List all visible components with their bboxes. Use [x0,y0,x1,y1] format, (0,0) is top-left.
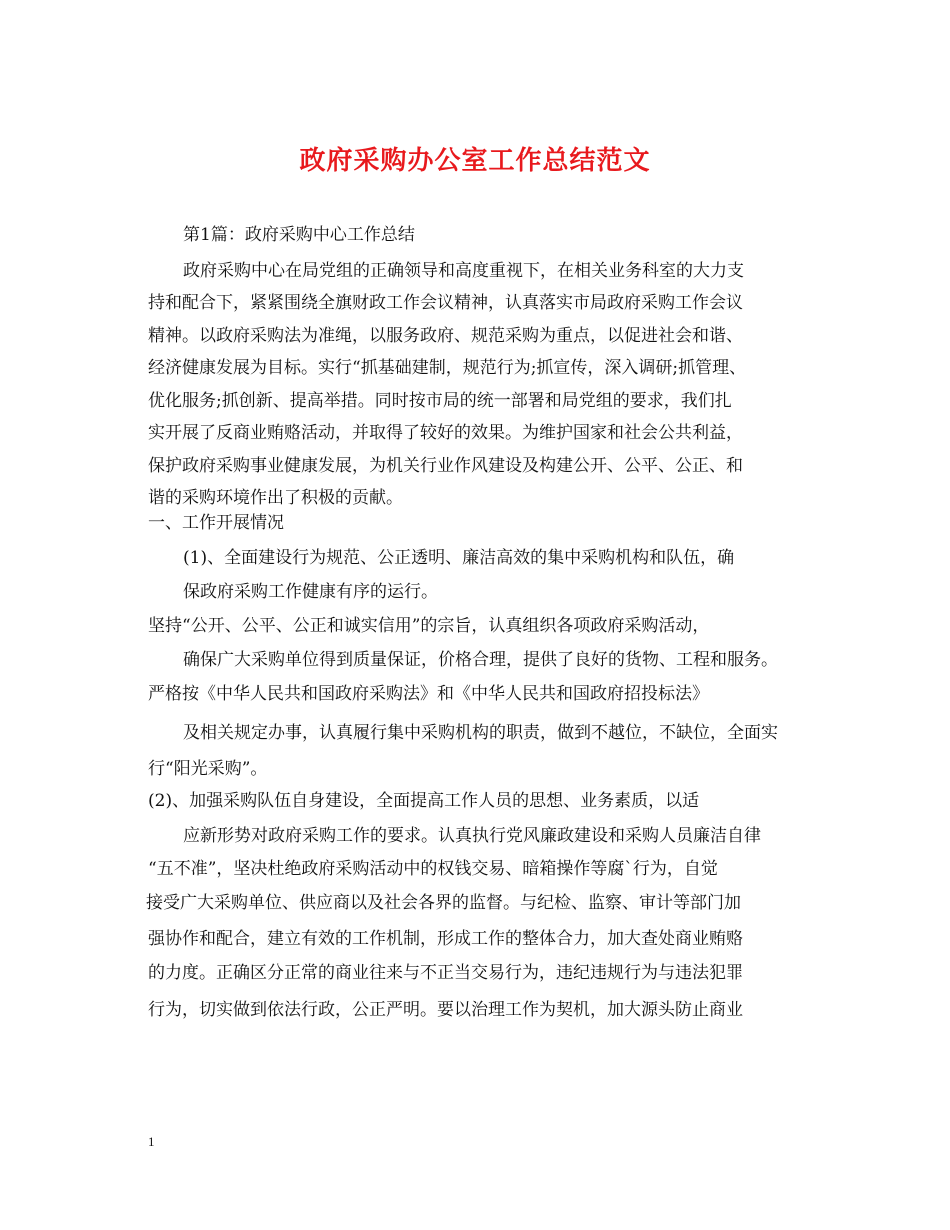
body-line: 的力度。正确区分正常的商业往来与不正当交易行为，违纪违规行为与违法犯罪 [148,963,743,983]
body-line: 谐的采购环境作出了积极的贡献。 [148,488,403,508]
body-line: 优化服务;抓创新、提高举措。同时按市局的统一部署和局党组的要求，我们扎 [148,391,732,411]
body-line: 强协作和配合，建立有效的工作机制，形成工作的整体合力，加大查处商业贿赂 [148,929,743,949]
document-title: 政府采购办公室工作总结范文 [299,146,651,176]
body-line: 接受广大采购单位、供应商以及社会各界的监督。与纪检、监察、审计等部门加 [146,893,741,913]
section-heading: (1)、全面建设行为规范、公正透明、廉洁高效的集中采购机构和队伍，确 [183,548,735,568]
body-line: 持和配合下，紧紧围绕全旗财政工作会议精神，认真落实市局政府采购工作会议 [148,293,743,313]
body-line: 精神。以政府采购法为准绳，以服务政府、规范采购为重点，以促进社会和谐、 [148,326,743,346]
body-line: 行为，切实做到依法行政，公正严明。要以治理工作为契机，加大源头防止商业 [148,1000,743,1020]
body-line: 一、工作开展情况 [148,513,284,533]
body-line: 保政府采购工作健康有序的运行。 [183,582,438,602]
body-line: 实开展了反商业贿赂活动，并取得了较好的效果。为维护国家和社会公共利益， [148,423,743,443]
body-line: 行“阳光采购”。 [148,759,268,779]
body-line: 应新形势对政府采购工作的要求。认真执行党风廉政建设和采购人员廉洁自律 [183,826,761,846]
body-line: 第1篇：政府采购中心工作总结 [183,225,415,245]
body-line: 及相关规定办事，认真履行集中采购机构的职责，做到不越位，不缺位，全面实 [183,723,778,743]
body-line: (2)、加强采购队伍自身建设，全面提高工作人员的思想、业务素质，以适 [148,791,700,811]
body-line: 坚持“公开、公平、公正和诚实信用”的宗旨，认真组织各项政府采购活动， [148,616,710,636]
body-line: 经济健康发展为目标。实行“抓基础建制，规范行为;抓宣传，深入调研;抓管理、 [148,358,747,378]
page-number: 1 [148,1134,155,1149]
body-line: 政府采购中心在局党组的正确领导和高度重视下，在相关业务科室的大力支 [183,261,744,281]
body-line: 保护政府采购事业健康发展，为机关行业作风建设及构建公开、公平、公正、和 [148,456,743,476]
body-line: “五不准”，坚决杜绝政府采购活动中的权钱交易、暗箱操作等腐`行为，自觉 [148,859,718,879]
body-line: 确保广大采购单位得到质量保证，价格合理，提供了良好的货物、工程和服务。 [183,650,778,670]
body-line: 严格按《中华人民共和国政府采购法》和《中华人民共和国政府招投标法》 [148,684,709,704]
